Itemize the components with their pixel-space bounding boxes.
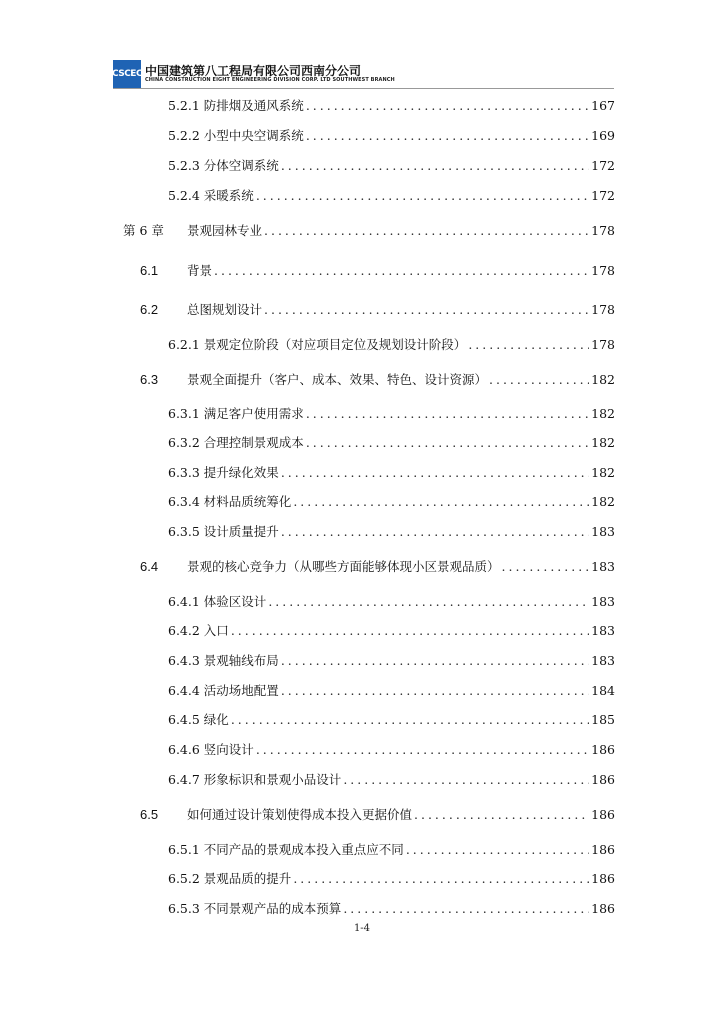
toc-entry[interactable] <box>168 592 615 610</box>
toc-leader <box>214 263 589 278</box>
toc-entry-chapter[interactable] <box>123 221 615 239</box>
toc-entry-number: 6.5 <box>140 807 159 822</box>
toc-entry-page: 169 <box>591 128 615 143</box>
company-logo <box>113 60 141 88</box>
toc-entry-number: 第 6 章 <box>123 223 164 238</box>
toc-leader <box>414 807 589 822</box>
toc-entry-section[interactable] <box>140 557 615 575</box>
toc-entry-page: 178 <box>591 337 615 352</box>
toc-entry-title: 景观定位阶段（对应项目定位及规划设计阶段） <box>203 337 467 352</box>
toc-entry-number: 6.3.1 <box>168 406 200 421</box>
toc-entry-title: 景观品质的提升 <box>203 871 292 886</box>
toc-entry-number: 6.3.3 <box>168 465 200 480</box>
toc-entry-page: 183 <box>591 594 615 609</box>
toc-entry-title: 不同产品的景观成本投入重点应不同 <box>203 842 404 857</box>
toc-leader <box>502 559 590 574</box>
toc-entry[interactable] <box>168 492 615 510</box>
toc-entry-page: 182 <box>591 372 615 387</box>
toc-entry[interactable] <box>168 433 615 451</box>
toc-entry-section[interactable] <box>140 300 615 318</box>
toc-entry[interactable] <box>168 710 615 728</box>
toc-entry-page: 186 <box>591 772 615 787</box>
toc-entry-page: 183 <box>591 559 615 574</box>
toc-entry-number: 6.2 <box>140 302 159 317</box>
toc-leader <box>293 871 589 886</box>
toc-entry[interactable] <box>168 156 615 174</box>
toc-entry[interactable] <box>168 840 615 858</box>
toc-entry-number: 6.4.6 <box>168 742 200 757</box>
toc-entry[interactable] <box>168 522 615 540</box>
logo-text: CSCEC <box>111 69 143 79</box>
toc-entry-number: 6.5.2 <box>168 871 200 886</box>
toc-entry-title: 满足客户使用需求 <box>203 406 304 421</box>
toc-entry-number: 6.4.5 <box>168 712 200 727</box>
toc-entry-title: 采暖系统 <box>203 188 254 203</box>
toc-entry-number: 6.1 <box>140 263 159 278</box>
toc-entry-number: 6.3 <box>140 372 159 387</box>
toc-entry[interactable] <box>168 96 615 114</box>
toc-entry-page: 172 <box>591 158 615 173</box>
toc-entry-number: 6.2.1 <box>168 337 200 352</box>
toc-leader <box>264 302 589 317</box>
toc-entry-page: 182 <box>591 435 615 450</box>
toc-leader <box>306 128 589 143</box>
toc-entry-number: 5.2.4 <box>168 188 200 203</box>
toc-entry-title: 景观全面提升（客户、成本、效果、特色、设计资源） <box>187 372 488 387</box>
toc-entry-number: 5.2.2 <box>168 128 200 143</box>
toc-leader <box>489 372 589 387</box>
toc-entry-page: 182 <box>591 494 615 509</box>
toc-entry-title: 竖向设计 <box>203 742 254 757</box>
toc-entry-section[interactable] <box>140 261 615 279</box>
toc-entry[interactable] <box>168 770 615 788</box>
toc-entry-page: 183 <box>591 653 615 668</box>
toc-entry[interactable] <box>168 463 615 481</box>
toc-entry-number: 6.4.2 <box>168 623 200 638</box>
toc-entry-title: 活动场地配置 <box>203 683 279 698</box>
toc-entry-section[interactable] <box>140 805 615 823</box>
toc-entry-number: 5.2.3 <box>168 158 200 173</box>
toc-entry-title: 如何通过设计策划使得成本投入更据价值 <box>187 807 413 822</box>
toc-entry-title: 不同景观产品的成本预算 <box>203 901 342 916</box>
toc-entry[interactable] <box>168 621 615 639</box>
toc-leader <box>281 158 589 173</box>
toc-entry-title: 材料品质统筹化 <box>203 494 292 509</box>
toc-entry-page: 172 <box>591 188 615 203</box>
toc-entry-number: 6.4.4 <box>168 683 200 698</box>
toc-entry[interactable] <box>168 186 615 204</box>
toc-entry-page: 183 <box>591 623 615 638</box>
toc-entry-title: 提升绿化效果 <box>203 465 279 480</box>
toc-entry-title: 体验区设计 <box>203 594 267 609</box>
toc-entry[interactable] <box>168 335 615 353</box>
toc-entry-number: 6.4 <box>140 559 159 574</box>
header-divider <box>113 88 614 89</box>
toc-entry-number: 6.5.1 <box>168 842 200 857</box>
toc-leader <box>281 653 589 668</box>
toc-entry-title: 防排烟及通风系统 <box>203 98 304 113</box>
toc-entry-number: 5.2.1 <box>168 98 200 113</box>
toc-entry-page: 185 <box>591 712 615 727</box>
company-name-cn: 中国建筑第八工程局有限公司西南分公司 <box>145 64 362 78</box>
toc-entry-page: 184 <box>591 683 615 698</box>
toc-entry-title: 小型中央空调系统 <box>203 128 304 143</box>
toc-leader <box>264 223 589 238</box>
page-number-footer: 1-4 <box>353 923 371 934</box>
toc-entry-number: 6.4.7 <box>168 772 200 787</box>
toc-entry-number: 6.3.2 <box>168 435 200 450</box>
toc-leader <box>306 406 589 421</box>
toc-entry-number: 6.3.4 <box>168 494 200 509</box>
toc-entry[interactable] <box>168 404 615 422</box>
toc-entry-number: 6.3.5 <box>168 524 200 539</box>
toc-entry-title: 景观轴线布局 <box>203 653 279 668</box>
toc-leader <box>231 712 589 727</box>
toc-leader <box>256 742 589 757</box>
toc-entry[interactable] <box>168 681 615 699</box>
toc-leader <box>281 524 589 539</box>
toc-entry-title: 景观的核心竞争力（从哪些方面能够体现小区景观品质） <box>187 559 500 574</box>
toc-leader <box>468 337 589 352</box>
toc-entry-page: 186 <box>591 807 615 822</box>
toc-entry[interactable] <box>168 126 615 144</box>
toc-entry-page: 186 <box>591 901 615 916</box>
toc-leader <box>406 842 589 857</box>
toc-entry-title: 设计质量提升 <box>203 524 279 539</box>
toc-leader <box>343 901 589 916</box>
toc-entry[interactable] <box>168 899 615 917</box>
toc-entry-page: 178 <box>591 223 615 238</box>
toc-entry-page: 186 <box>591 871 615 886</box>
toc-leader <box>306 98 589 113</box>
toc-entry[interactable] <box>168 869 615 887</box>
toc-entry-page: 183 <box>591 524 615 539</box>
toc-entry[interactable] <box>168 740 615 758</box>
toc-entry-page: 186 <box>591 742 615 757</box>
company-name-en: CHINA CONSTRUCTION EIGHT ENGINEERING DIVISION CORP. LTD SOUTHWEST BRANCH <box>145 77 395 83</box>
toc-entry-title: 分体空调系统 <box>203 158 279 173</box>
toc-entry-number: 6.4.3 <box>168 653 200 668</box>
toc-leader <box>306 435 589 450</box>
toc-entry-number: 6.4.1 <box>168 594 200 609</box>
toc-entry-page: 182 <box>591 406 615 421</box>
toc-entry-page: 178 <box>591 263 615 278</box>
toc-leader <box>281 683 589 698</box>
toc-entry-page: 178 <box>591 302 615 317</box>
toc-entry-title: 背景 <box>187 263 213 278</box>
toc-leader <box>268 594 589 609</box>
toc-entry-number: 6.5.3 <box>168 901 200 916</box>
toc-entry-title: 合理控制景观成本 <box>203 435 304 450</box>
toc-entry-title: 入口 <box>203 623 229 638</box>
toc-leader <box>256 188 589 203</box>
toc-entry-title: 总图规划设计 <box>187 302 263 317</box>
toc-entry-page: 182 <box>591 465 615 480</box>
toc-leader <box>343 772 589 787</box>
toc-leader <box>293 494 589 509</box>
toc-entry-title: 景观园林专业 <box>187 223 263 238</box>
toc-leader <box>281 465 589 480</box>
toc-entry-section[interactable] <box>140 370 615 388</box>
toc-entry-title: 绿化 <box>203 712 229 727</box>
page-header <box>113 60 593 90</box>
toc-entry-page: 186 <box>591 842 615 857</box>
toc-entry-page: 167 <box>591 98 615 113</box>
toc-entry[interactable] <box>168 651 615 669</box>
toc-entry-title: 形象标识和景观小品设计 <box>203 772 342 787</box>
toc-leader <box>231 623 589 638</box>
